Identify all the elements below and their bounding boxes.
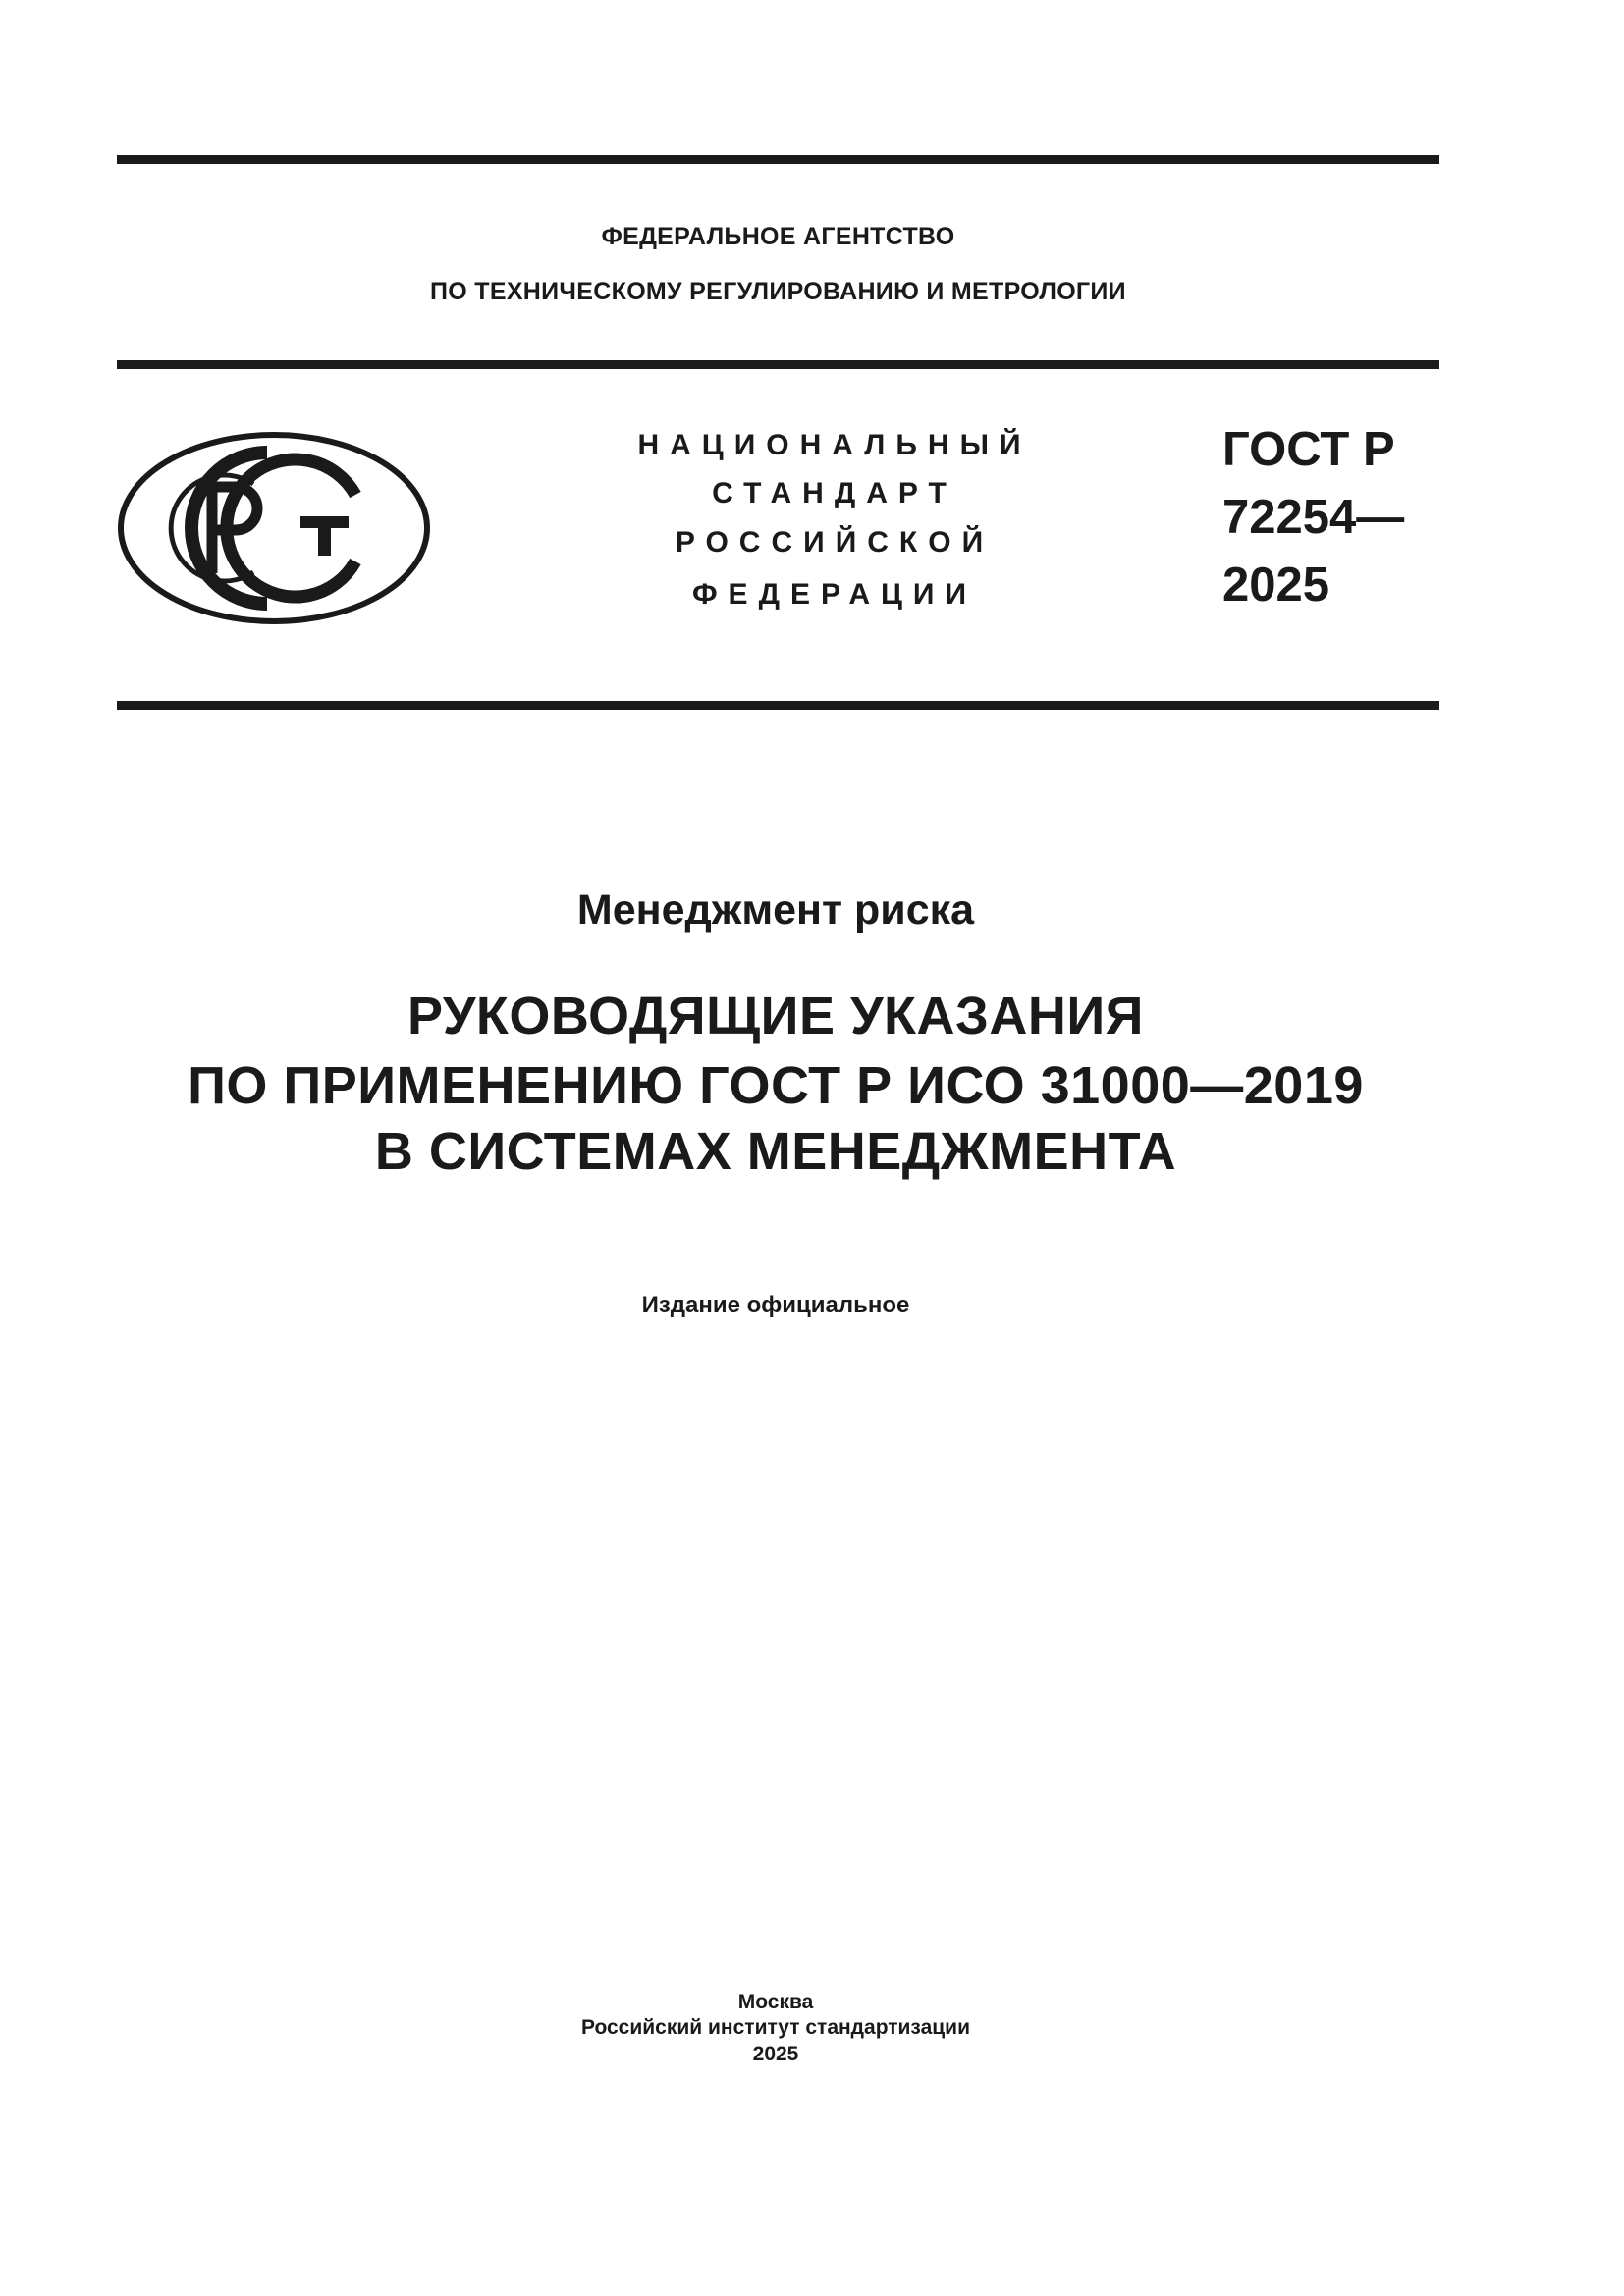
- agency-line-2: ПО ТЕХНИЧЕСКОМУ РЕГУЛИРОВАНИЮ И МЕТРОЛОГИИ: [430, 278, 1126, 305]
- imprint-publisher: Российский институт стандартизации: [580, 2016, 971, 2039]
- agency-line-1: ФЕДЕРАЛЬНОЕ АГЕНТСТВО: [601, 223, 955, 250]
- standard-type-line-2: СТАНДАРТ: [712, 477, 957, 509]
- document-title-line-3: В СИСТЕМАХ МЕНЕДЖМЕНТА: [374, 1122, 1177, 1181]
- standard-type-line-4: ФЕДЕРАЦИИ: [691, 578, 978, 611]
- header-rule: [117, 360, 1439, 369]
- standard-type-line-3: РОССИЙСКОЙ: [675, 526, 995, 559]
- imprint-year: 2025: [752, 2043, 799, 2065]
- top-rule: [117, 155, 1439, 164]
- edition-note: Издание официальное: [641, 1292, 910, 1318]
- designation-line-2: 72254—: [1222, 491, 1405, 544]
- designation-line-1: ГОСТ Р: [1222, 423, 1395, 476]
- document-subject: Менеджмент риска: [576, 886, 975, 934]
- title-block-rule: [117, 701, 1439, 710]
- rst-certification-mark-icon: [116, 430, 432, 626]
- document-title-line-2: ПО ПРИМЕНЕНИЮ ГОСТ Р ИСО 31000—2019: [188, 1056, 1364, 1115]
- imprint-city: Москва: [737, 1991, 814, 2013]
- document-title-line-1: РУКОВОДЯЩИЕ УКАЗАНИЯ: [407, 987, 1144, 1045]
- standard-type-line-1: НАЦИОНАЛЬНЫЙ: [637, 429, 1032, 461]
- designation-line-3: 2025: [1222, 559, 1330, 612]
